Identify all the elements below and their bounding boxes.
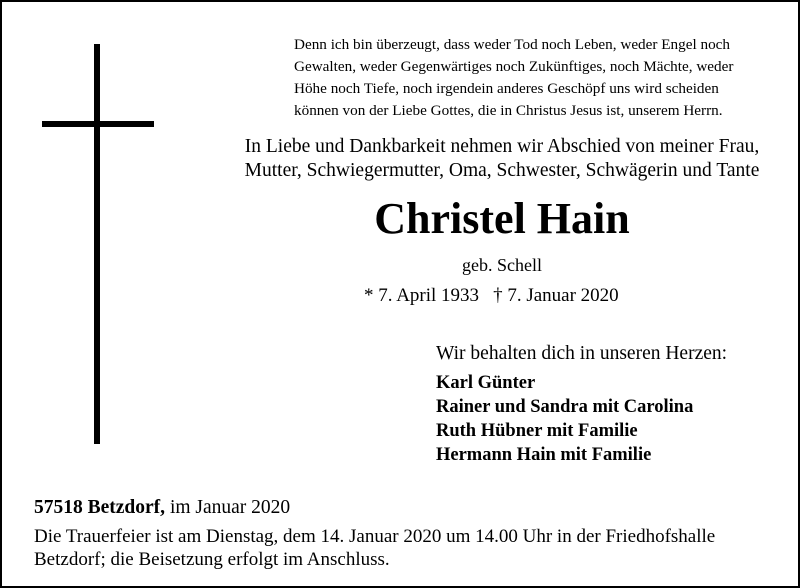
place-location: 57518 Betzdorf,: [34, 497, 166, 518]
farewell-intro: [222, 135, 782, 183]
intro-line: Mutter, Schwiegermutter, Oma, Schwester, Schwägerin und Tante: [244, 160, 760, 181]
bible-verse: [294, 34, 784, 122]
verse-line: Gewalten, weder Gegenwärtiges noch Zukünftiges, noch Mächte, weder: [294, 58, 734, 75]
funeral-line: Die Trauerfeier ist am Dienstag, dem 14. Januar 2020 um 14.00 Uhr in der Friedhofshalle: [34, 526, 716, 547]
place-date-text: im Januar 2020: [169, 497, 291, 518]
deceased-name: Christel Hain: [374, 194, 630, 243]
funeral-line: Betzdorf; die Beisetzung erfolgt im Anschluss.: [34, 549, 390, 570]
family-list: [436, 371, 693, 467]
intro-line: In Liebe und Dankbarkeit nehmen wir Abschied von meiner Frau,: [244, 136, 760, 157]
family-member: Karl Günter: [436, 373, 536, 393]
birth-name: geb. Schell: [462, 255, 542, 275]
cross-icon: [94, 44, 100, 444]
life-dates: [364, 284, 619, 308]
cross-icon-bar: [42, 121, 154, 127]
family-member: Rainer und Sandra mit Carolina: [436, 397, 694, 417]
funeral-info: [34, 525, 784, 571]
place-date: [34, 496, 290, 520]
remember-text: Wir behalten dich in unseren Herzen:: [436, 343, 728, 364]
verse-line: können von der Liebe Gottes, die in Christus Jesus ist, unserem Herrn.: [294, 102, 723, 119]
family-member: Hermann Hain mit Familie: [436, 445, 652, 465]
family-member: Ruth Hübner mit Familie: [436, 421, 638, 441]
verse-line: Denn ich bin überzeugt, dass weder Tod noch Leben, weder Engel noch: [294, 36, 730, 53]
death-date: † 7. Januar 2020: [493, 285, 619, 306]
verse-line: Höhe noch Tiefe, noch irgendein anderes Geschöpf uns wird scheiden: [294, 80, 719, 97]
birth-date: * 7. April 1933: [364, 285, 480, 306]
